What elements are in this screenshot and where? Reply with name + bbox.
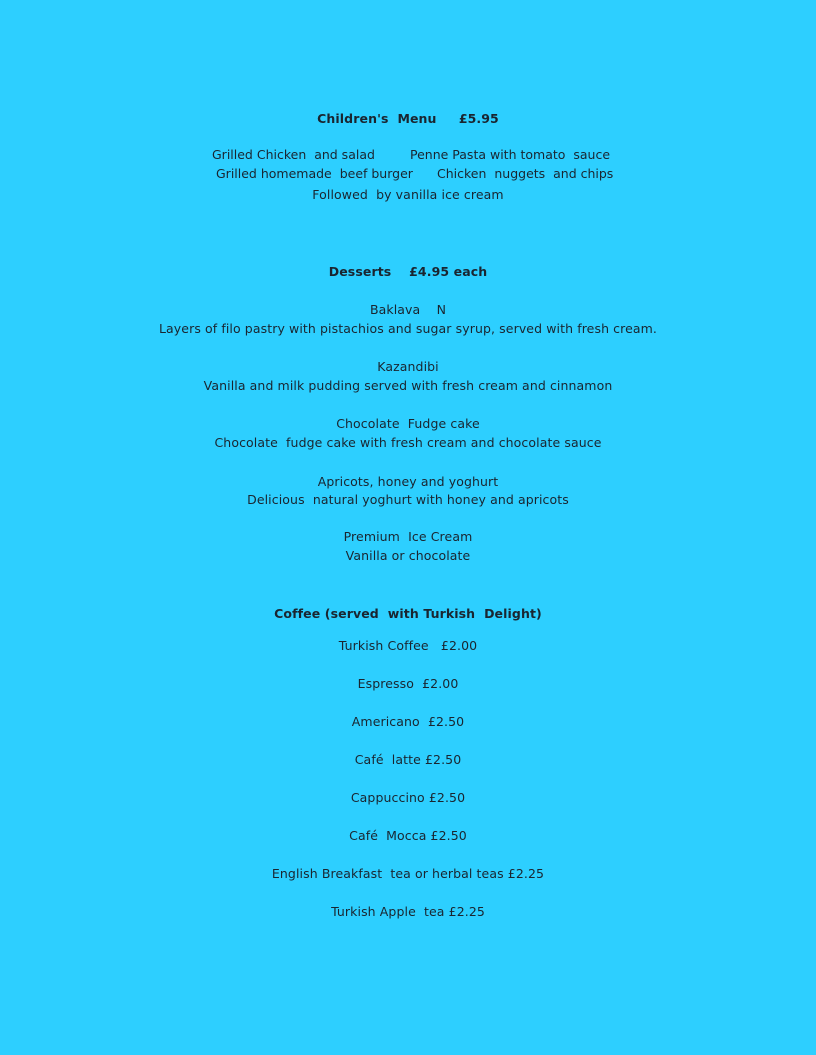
childrens-item-chicken-nuggets: Chicken nuggets and chips xyxy=(437,166,614,181)
coffee-item: Cappuccino £2.50 xyxy=(350,790,466,805)
dessert-name: Kazandibi xyxy=(377,359,439,374)
dessert-name: Baklava N xyxy=(369,302,447,317)
dessert-description: Vanilla and milk pudding served with fresh cream and cinnamon xyxy=(203,378,613,393)
dessert-name: Apricots, honey and yoghurt xyxy=(317,474,499,489)
coffee-item: Turkish Apple tea £2.25 xyxy=(331,904,485,919)
coffee-item: English Breakfast tea or herbal teas £2.25 xyxy=(271,866,545,881)
desserts-heading: Desserts £4.95 each xyxy=(328,264,488,279)
coffee-item: Café latte £2.50 xyxy=(354,752,462,767)
childrens-menu-footer: Followed by vanilla ice cream xyxy=(312,187,504,202)
dessert-description: Layers of filo pastry with pistachios and sugar syrup, served with fresh cream. xyxy=(158,321,658,336)
dessert-name: Premium Ice Cream xyxy=(343,529,473,544)
coffee-item: Americano £2.50 xyxy=(351,714,465,729)
coffee-item: Espresso £2.00 xyxy=(357,676,459,691)
childrens-menu-heading: Children's Menu £5.95 xyxy=(317,111,499,126)
childrens-item-beef-burger: Grilled homemade beef burger xyxy=(216,166,413,181)
dessert-name: Chocolate Fudge cake xyxy=(336,416,480,431)
dessert-description: Chocolate fudge cake with fresh cream and chocolate sauce xyxy=(214,435,602,450)
coffee-item: Café Mocca £2.50 xyxy=(349,828,467,843)
dessert-description: Delicious natural yoghurt with honey and apricots xyxy=(247,492,569,507)
coffee-heading: Coffee (served with Turkish Delight) xyxy=(274,606,542,621)
childrens-item-penne-pasta: Penne Pasta with tomato sauce xyxy=(410,147,611,162)
dessert-description: Vanilla or chocolate xyxy=(345,548,471,563)
coffee-item: Turkish Coffee £2.00 xyxy=(338,638,478,653)
childrens-item-grilled-chicken: Grilled Chicken and salad xyxy=(212,147,375,162)
